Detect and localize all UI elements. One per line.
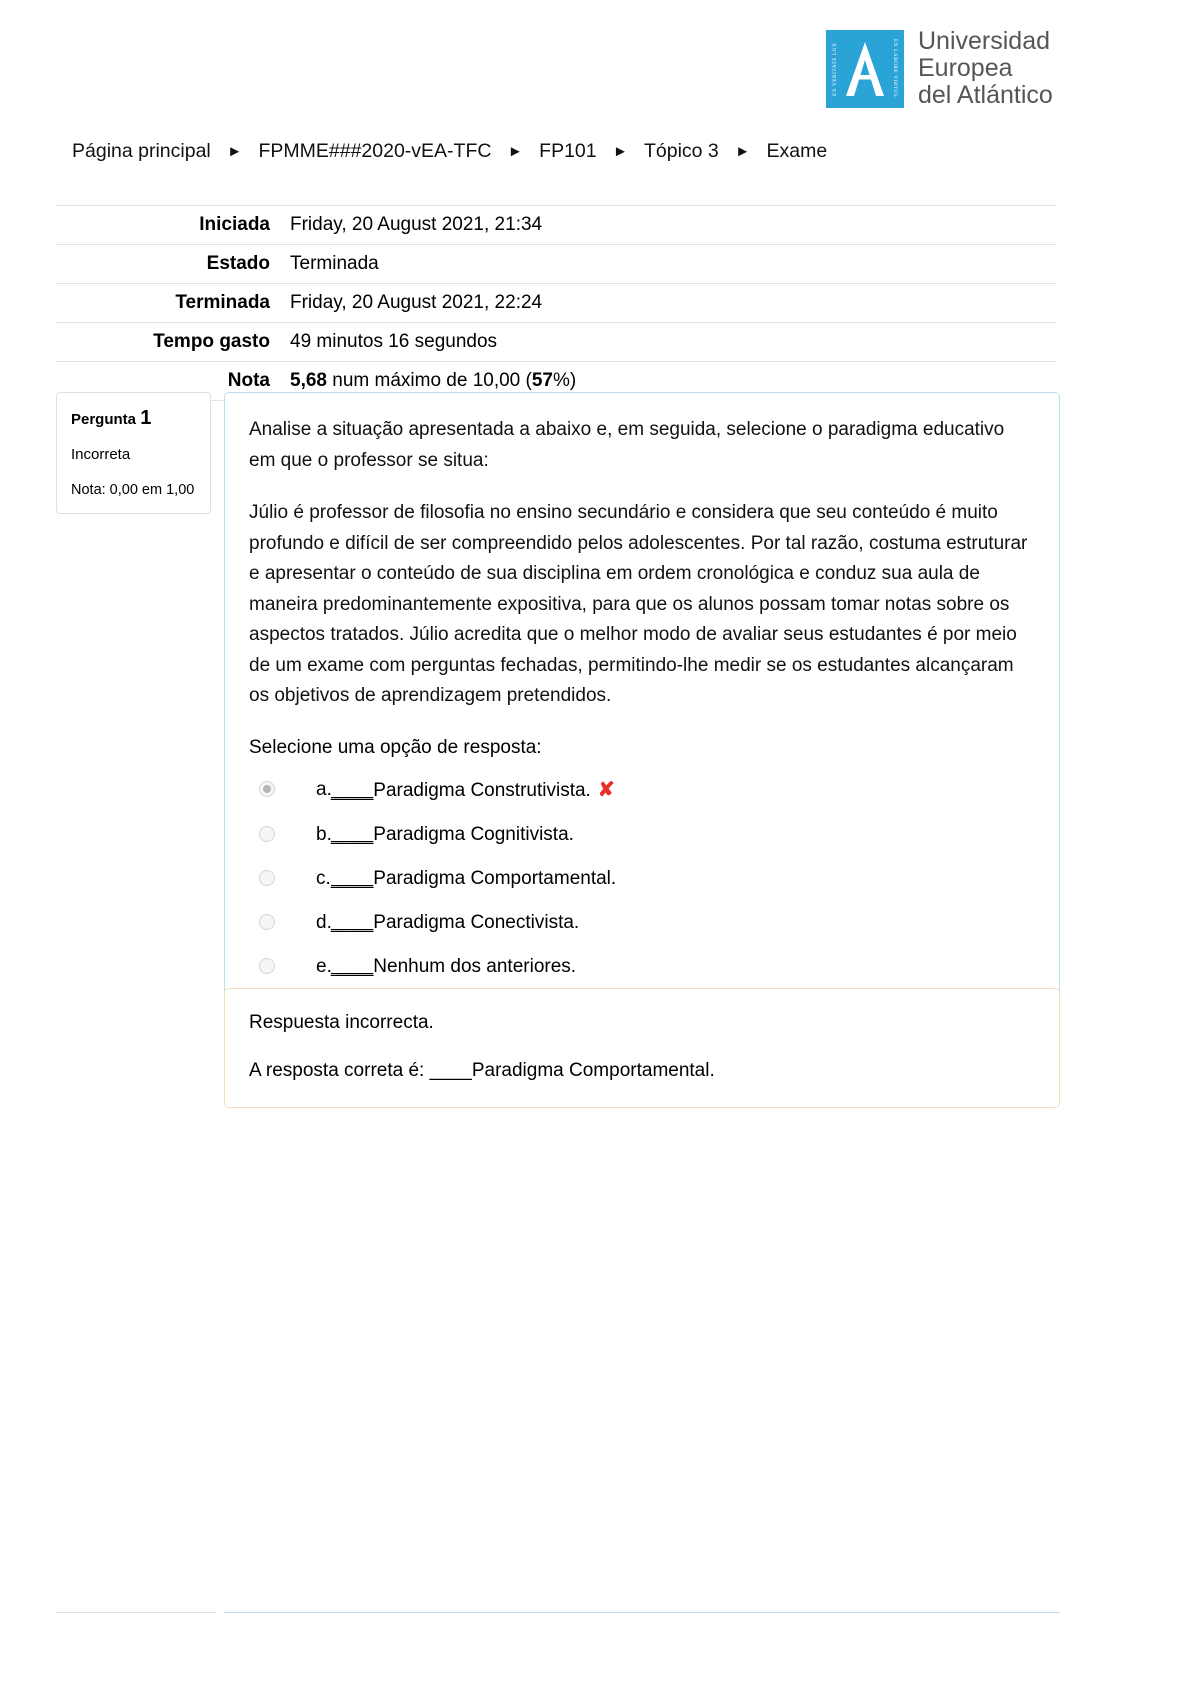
option-label-d: Paradigma Conectivista.	[373, 911, 580, 933]
next-question-content-divider	[224, 1612, 1060, 1613]
question-paragraph-2: Júlio é professor de filosofia no ensino secundário e considera que seu conteúdo é muito profundo e difícil de ser compreendido pelos adolescentes. Por tal razão, costuma estruturar e apresentar o conteúdo de sua disciplina em ordem cronológica e conduz sua aula de maneira predominantemente expositiva, para que os alunos possam tomar notas sobre os aspectos tratados. Júlio acredita que o melhor modo de avaliar seus estudantes é por meio de um exame com perguntas fechadas, permitindo-lhe medir se os estudantes alcançaram os objetivos de aprendizagem pretendidos.	[249, 502, 1028, 706]
option-label-e: Nenhum dos anteriores.	[373, 955, 577, 977]
university-name-line-2: Europea	[918, 54, 1013, 82]
option-blank-b: ____	[331, 823, 374, 845]
option-label-c: Paradigma Comportamental.	[373, 867, 617, 889]
list-item[interactable]	[249, 821, 1035, 849]
grade-percent-suffix: %)	[553, 370, 577, 391]
question-grade: Nota: 0,00 em 1,00	[71, 482, 195, 498]
table-row	[56, 245, 1056, 284]
grade-max-text: num máximo de 10,00 (	[326, 370, 532, 391]
list-item[interactable]	[249, 953, 1035, 981]
breadcrumb	[72, 138, 827, 166]
radio-option-b[interactable]	[259, 826, 275, 842]
feedback-correct-answer: A resposta correta é: ____Paradigma Comportamental.	[249, 1060, 715, 1081]
next-question-info-divider	[56, 1612, 216, 1613]
breadcrumb-item-course[interactable]: FPMME###2020-vEA-TFC	[258, 140, 492, 162]
summary-label-time-taken: Tempo gasto	[153, 331, 270, 352]
question-number	[71, 409, 196, 429]
crest-motto-left: EX VERITATE LUX	[832, 41, 838, 96]
breadcrumb-item-module[interactable]: FP101	[539, 140, 597, 162]
question-state: Incorreta	[71, 446, 131, 463]
option-text-b	[331, 821, 574, 849]
option-label-b: Paradigma Cognitivista.	[373, 823, 574, 845]
feedback-panel	[224, 988, 1060, 1108]
option-letter-a: a.	[316, 778, 332, 800]
radio-option-e[interactable]	[259, 958, 275, 974]
option-blank-e: ____	[331, 955, 374, 977]
table-row	[56, 323, 1056, 362]
option-blank-d: ____	[331, 911, 374, 933]
table-row	[56, 206, 1056, 245]
breadcrumb-separator-icon: ►	[227, 143, 243, 160]
question-number-value: 1	[140, 407, 152, 429]
radio-option-a[interactable]	[259, 781, 275, 797]
summary-value-finished: Friday, 20 August 2021, 22:24	[290, 292, 543, 313]
grade-percent: 57	[531, 370, 553, 391]
option-letter-d: d.	[316, 911, 332, 933]
breadcrumb-separator-icon: ►	[735, 143, 751, 160]
breadcrumb-separator-icon: ►	[507, 143, 523, 160]
option-text-e	[331, 953, 576, 981]
summary-value-started: Friday, 20 August 2021, 21:34	[290, 214, 543, 235]
option-letter-e: e.	[316, 955, 332, 977]
answer-prompt: Selecione uma opção de resposta:	[249, 736, 542, 758]
radio-option-d[interactable]	[259, 914, 275, 930]
question-content	[224, 392, 1060, 1010]
list-item[interactable]	[249, 909, 1035, 937]
option-text-d	[331, 909, 579, 937]
list-item[interactable]	[249, 776, 1035, 805]
radio-option-c[interactable]	[259, 870, 275, 886]
table-row	[56, 284, 1056, 323]
letter-a-glyph-icon	[834, 38, 896, 100]
option-blank-a: ____	[331, 779, 374, 801]
university-name-line-1: Universidad	[918, 27, 1051, 55]
crest-motto-right: EX LABORE VIRTUS	[892, 39, 898, 98]
option-text-a	[331, 776, 615, 805]
option-letter-c: c.	[316, 867, 331, 889]
option-label-a: Paradigma Construtivista.	[373, 779, 591, 801]
question-paragraph-1: Analise a situação apresentada a abaixo e, em seguida, selecione o paradigma educativo em que o professor se situa:	[249, 419, 1005, 471]
grade-score: 5,68	[290, 370, 327, 391]
answer-options-list	[249, 776, 1035, 981]
breadcrumb-item-exam[interactable]: Exame	[766, 140, 828, 162]
option-letter-b: b.	[316, 823, 332, 845]
summary-label-state: Estado	[206, 253, 270, 274]
question-info-panel	[56, 392, 211, 514]
summary-label-grade: Nota	[227, 370, 270, 391]
summary-value-time-taken: 49 minutos 16 segundos	[290, 331, 498, 352]
option-blank-c: ____	[331, 867, 374, 889]
incorrect-cross-icon: ✘	[597, 778, 615, 801]
breadcrumb-item-topic[interactable]: Tópico 3	[643, 140, 719, 162]
feedback-result: Respuesta incorrecta.	[249, 1012, 434, 1033]
summary-value-state: Terminada	[290, 253, 379, 274]
university-name	[918, 28, 1053, 109]
option-text-c	[331, 865, 616, 893]
summary-label-finished: Terminada	[175, 292, 270, 313]
question-stem	[249, 415, 1035, 712]
site-logo	[826, 28, 1053, 109]
university-crest-icon	[826, 30, 904, 108]
university-name-line-3: del Atlántico	[918, 81, 1053, 109]
list-item[interactable]	[249, 865, 1035, 893]
breadcrumb-item-home[interactable]: Página principal	[72, 140, 211, 162]
breadcrumb-separator-icon: ►	[613, 143, 628, 160]
summary-label-started: Iniciada	[199, 214, 270, 235]
attempt-summary-table	[56, 205, 1056, 401]
question-number-label: Pergunta	[71, 411, 137, 428]
